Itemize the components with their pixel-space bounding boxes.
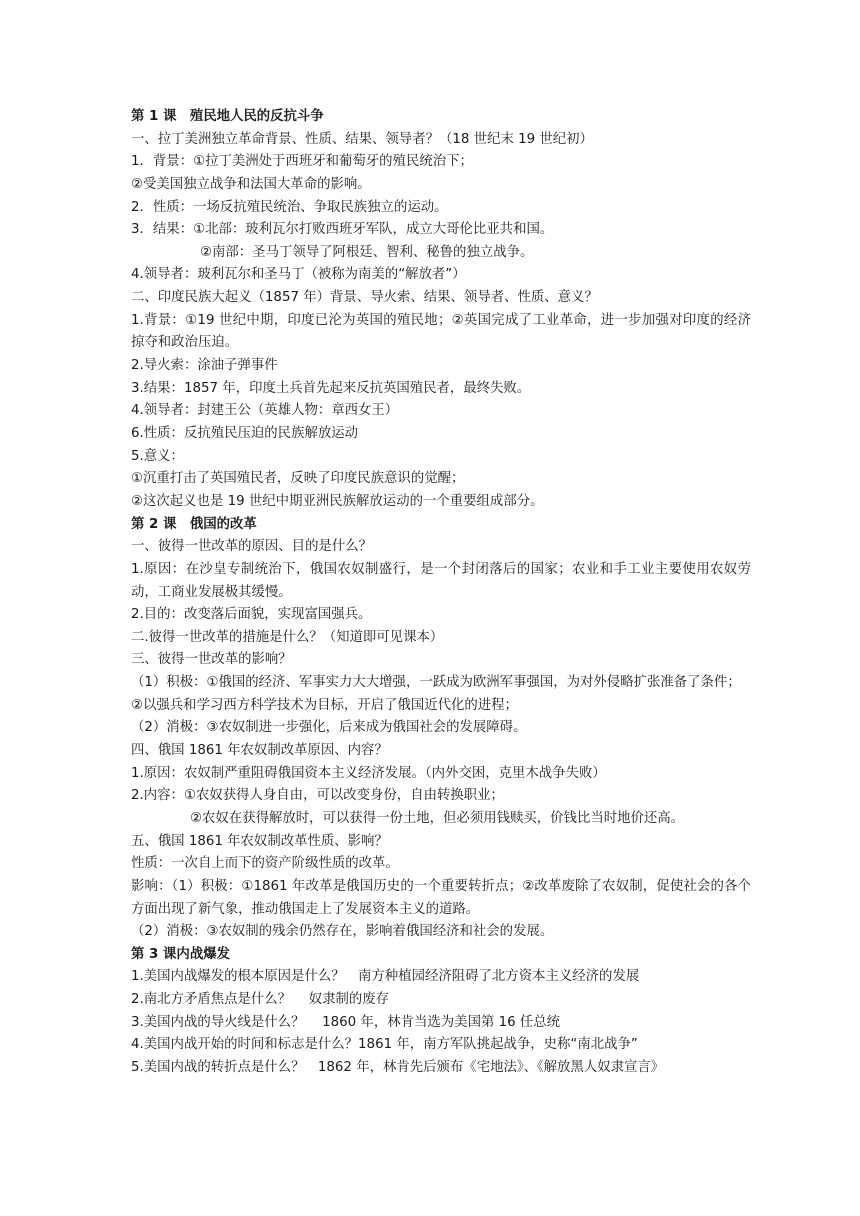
- india-meaning-2: ②这次起义也是 19 世纪中期亚洲民族解放运动的一个重要组成部分。: [131, 493, 544, 509]
- latin-leader: 4.领导者：玻利瓦尔和圣马丁（被称为南美的“解放者”）: [131, 267, 466, 283]
- latin-background-2: ②受美国独立战争和法国大革命的影响。: [131, 176, 371, 192]
- lesson2-question5: 五、俄国 1861 年农奴制改革性质、影响？: [131, 833, 388, 849]
- lesson2-question1: 一、彼得一世改革的原因、目的是什么？: [131, 539, 373, 555]
- lesson2-title: 第 2 课 俄国的改革: [131, 516, 257, 532]
- peter-negative: （2）消极：③农奴制进一步强化，后来成为俄国社会的发展障碍。: [131, 720, 527, 736]
- reform-cause: 1.原因：农奴制严重阻碍俄国资本主义经济发展。（内外交困，克里木战争失败）: [131, 765, 606, 781]
- latin-result-2: ②南部：圣马丁领导了阿根廷、智利、秘鲁的独立战争。: [200, 244, 534, 260]
- peter-positive-2: ②以强兵和学习西方科学技术为目标，开启了俄国近代化的进程；: [131, 697, 518, 713]
- peter-positive-1: （1）积极：①俄国的经济、军事实力大大增强，一跃成为欧洲军事强国，为对外侵略扩张准备了条件；: [131, 675, 741, 691]
- lesson3-title: 第 3 课内战爆发: [131, 946, 230, 962]
- latin-nature: 2．性质：一场反抗殖民统治、争取民族独立的运动。: [131, 199, 448, 215]
- civil-war-item-5: 5.美国内战的转折点是什么？ 1862 年，林肯先后颁布《宅地法》、《解放黑人奴隶宣言》: [131, 1060, 665, 1076]
- india-result: 3.结果：1857 年，印度土兵首先起来反抗英国殖民者，最终失败。: [131, 380, 531, 396]
- reform-influence-negative: （2）消极：③农奴制的残余仍然存在，影响着俄国经济和社会的发展。: [131, 924, 554, 940]
- lesson2-question2: 二.彼得一世改革的措施是什么？（知道即可见课本）: [131, 629, 444, 645]
- india-meaning: 5.意义：: [131, 448, 184, 464]
- peter-cause: 1.原因：在沙皇专制统治下，俄国农奴制盛行，是一个封闭落后的国家；农业和手工业主要使用农奴劳动，工商业发展极其缓慢。: [131, 561, 751, 600]
- civil-war-item-4: 4.美国内战开始的时间和标志是什么？1861 年，南方军队挑起战争，史称“南北战争”: [131, 1037, 638, 1053]
- reform-content-1: 2.内容：①农奴获得人身自由，可以改变身份，自由转换职业；: [131, 788, 504, 804]
- lesson1-question1: 一、拉丁美洲独立革命背景、性质、结果、领导者？（18 世纪末 19 世纪初）: [131, 131, 593, 147]
- document-page: [131, 106, 751, 1080]
- peter-purpose: 2.目的：改变落后面貌，实现富国强兵。: [131, 607, 372, 623]
- latin-background-1: 1．背景：①拉丁美洲处于西班牙和葡萄牙的殖民统治下；: [131, 154, 473, 170]
- lesson2-question3: 三、彼得一世改革的影响？: [131, 652, 292, 668]
- india-background: 1.背景：①19 世纪中期，印度已沦为英国的殖民地；②英国完成了工业革命，进一步加强对印度的经济掠夺和政治压迫。: [131, 312, 751, 351]
- lesson1-question2: 二、印度民族大起义（1857 年）背景、导火索、结果、领导者、性质、意义？: [131, 290, 598, 306]
- reform-nature: 性质：一次自上而下的资产阶级性质的改革。: [131, 856, 399, 872]
- reform-influence: 影响：（1）积极：①1861 年改革是俄国历史的一个重要转折点；②改革废除了农奴制，促使社会的各个方面出现了新气象，推动俄国走上了发展资本主义的道路。: [131, 878, 751, 917]
- india-nature: 6.性质：反抗殖民压迫的民族解放运动: [131, 426, 359, 441]
- civil-war-item-2: 2.南北方矛盾焦点是什么？ 奴隶制的废存: [131, 992, 390, 1008]
- india-leader: 4.领导者：封建王公（英雄人物：章西女王）: [131, 403, 399, 419]
- india-meaning-1: ①沉重打击了英国殖民者，反映了印度民族意识的觉醒；: [131, 471, 465, 487]
- civil-war-item-1: 1.美国内战爆发的根本原因是什么？ 南方种植园经济阻碍了北方资本主义经济的发展: [131, 969, 640, 985]
- latin-result-1: 3．结果：①北部：玻利瓦尔打败西班牙军队，成立大哥伦比亚共和国。: [131, 222, 554, 238]
- reform-content-2: ②农奴在获得解放时，可以获得一份土地，但必须用钱赎买，价钱比当时地价还高。: [190, 810, 685, 826]
- india-fuse: 2.导火索：涂油子弹事件: [131, 358, 278, 374]
- civil-war-item-3: 3.美国内战的导火线是什么？ 1860 年，林肯当选为美国第 16 任总统: [131, 1014, 561, 1030]
- lesson1-title: 第 1 课 殖民地人民的反抗斗争: [131, 109, 324, 124]
- lesson2-question4: 四、俄国 1861 年农奴制改革原因、内容？: [131, 743, 388, 759]
